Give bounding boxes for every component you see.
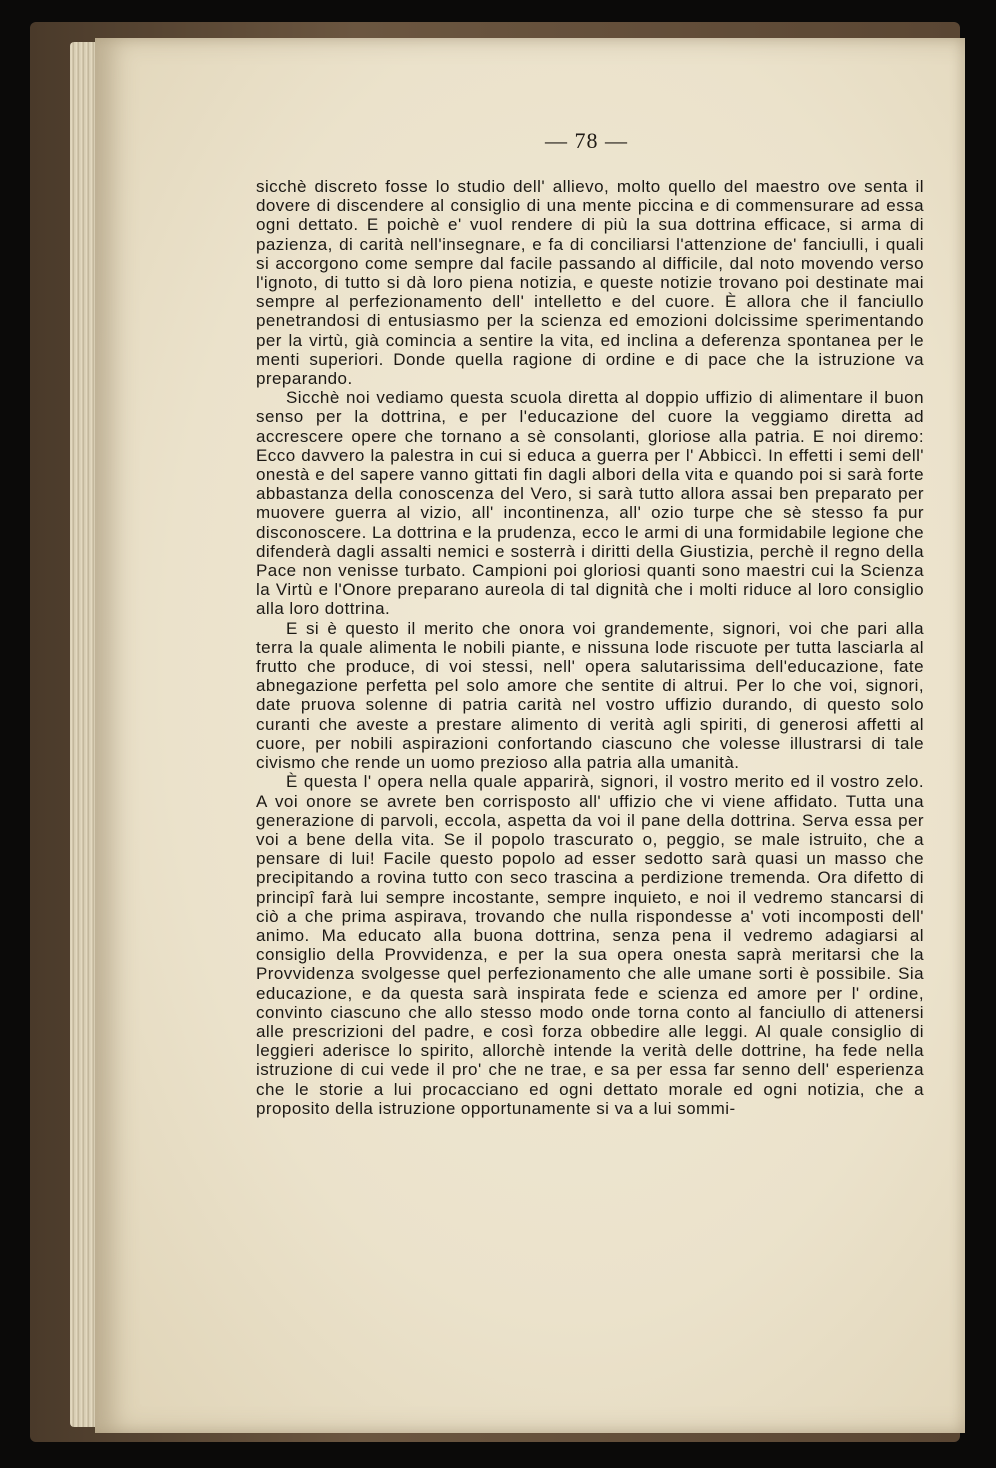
page-text xyxy=(256,177,924,1118)
page-number: — 78 — xyxy=(545,128,628,153)
paragraph: È questa l' opera nella quale apparirà, signori, il vostro merito ed il vostro zelo. A voi onore se avrete ben corrisposto all' uffizio che vi viene affidato. Tutta una generazione di parvoli, eccola, aspetta da voi il pane della dottrina. Serva essa per voi a bene della vita. Se il popolo trascurato o, peggio, se male istruito, che a pensare di lui! Facile questo popolo ad esser sedotto sarà quasi un masso che precipitando a rovina tutto con seco trascina a perdizione tremenda. Ora difetto di principî farà lui sempre incostante, sempre inquieto, e noi il vedremo stancarsi di ciò a che prima aspirava, trovando che nulla rispondesse a' voti incomposti dell' animo. Ma educato alla buona dottrina, senza pena il vedremo adagiarsi al consiglio della Provvidenza, e per la sua opera onesta saprà meritarsi che la Provvidenza svolgesse quel perfezionamento che alle umane sorti è possibile. Sia educazione, e da questa sarà inspirata fede e scienza ed amore per l' ordine, convinto ciascuno che allo stesso modo onde torna conto al fanciullo di attenersi alle prescrizioni del padre, e così forza obbedire alle leggi. Al quale consiglio di leggieri aderisce lo spirito, allorchè intende la verità delle dottrine, ha fede nella istruzione di cui vede il pro' che ne trae, e sa per essa far senno dell' esperienza che le storie a lui procacciano ed ogni dettato morale ed ogni notizia, che a proposito della istruzione opportunamente si va a lui sommi- xyxy=(256,772,924,1118)
paragraph: sicchè discreto fosse lo studio dell' allievo, molto quello del maestro ove senta il dovere di discendere al consiglio di una mente piccina e di commensurare ad essa ogni dettato. E poichè e' vuol rendere di più la sua dottrina efficace, si arma di pazienza, di carità nell'insegnare, e fa di conciliarsi l'attenzione de' fanciulli, i quali si accorgono come sempre dal facile passando al difficile, dal noto movendo verso l'ignoto, di tutto si dà loro piena notizia, e queste notizie trovano poi destinate mai sempre al perfezionamento dell' intelletto e del cuore. È allora che il fanciullo penetrandosi di entusiasmo per la scienza ed emozioni dolcissime sperimentando per la virtù, già comincia a sentire la vita, ed inclina a deferenza spontanea per le menti superiori. Donde quella ragione di ordine e di pace che la istruzione va preparando. xyxy=(256,177,924,389)
paragraph: E si è questo il merito che onora voi grandemente, signori, voi che pari alla terra la quale alimenta le nobili piante, e nissuna lode riscuote per tutta lasciarla al frutto che produce, di voi stessi, nell' opera salutarissima dell'educazione, fate abnegazione perfetta pel solo amore che sentite di altrui. Per lo che voi, signori, date pruova solenne di patria carità nel vostro uffizio durando, di questo solo curanti che aveste a prestare alimento di verità agli spiriti, di generosi affetti al cuore, per nobili aspirazioni confortando ciascuno che volesse illustrarsi di tale civismo che rende un uomo prezioso alla patria alla umanità. xyxy=(256,618,924,773)
paragraph: Sicchè noi vediamo questa scuola diretta al doppio uffizio di alimentare il buon senso per la dottrina, e per l'educazione del cuore la veggiamo diretta ad accrescere opere che tornano a sè consolanti, gloriose alla patria. E noi diremo: Ecco davvero la palestra in cui si educa a guerra per l' Abbiccì. In effetti i semi dell' onestà e del sapere vanno gittati fin dagli albori della vita e quando poi si sarà forte abbastanza della conoscenza del Vero, si sarà tutto allora assai ben preparato per muovere guerra al vizio, all' incontinenza, all' ozio turpe che sè stesso fa pur disconoscere. La dottrina e la prudenza, ecco le armi di una formidabile legione che difenderà dagli assalti nemici e sosterrà i diritti della Giustizia, perchè il regno della Pace non venisse turbato. Campioni poi gloriosi quanti sono maestri cui la Scienza la Virtù e l'Onore preparano aureola di tal dignità che i molti riduce al loro consiglio alla loro dottrina. xyxy=(256,388,924,619)
